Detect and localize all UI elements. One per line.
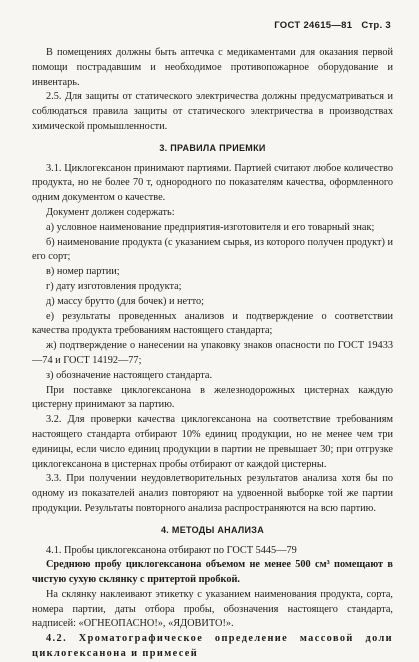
paragraph-3-2: 3.2. Для проверки качества циклогексанона на соответствие требованиям настоящего стандарта отбирают 10% единиц продукции, но не менее чем три единицы, если число единиц продукции в партии не превышает 30; при отгрузке циклогексанона в цистернах пробы отбирают от каждой цистерны. [32, 414, 393, 470]
page-header [268, 20, 391, 31]
list-item: б) наименование продукта (с указанием сырья, из которого получен продукт) и его сорт; [32, 236, 393, 263]
section-3-title: 3. ПРАВИЛА ПРИЕМКИ [159, 142, 266, 153]
list-item: а) условное наименование предприятия-изготовителя и его товарный знак; [46, 221, 375, 233]
gost-number: ГОСТ 24615—81 [274, 20, 353, 31]
list-item: в) номер партии; [46, 266, 120, 278]
list-item: з) обозначение настоящего стандарта. [46, 369, 213, 381]
paragraph-3-1: 3.1. Циклогексанон принимают партиями. Партией считают любое количество продукта, но не более 70 т, однородного по показателям качества, оформленного одним документом о качестве. [32, 162, 393, 204]
list-item: д) массу брутто (для бочек) и нетто; [46, 295, 205, 307]
paragraph-first-aid: В помещениях должны быть аптечка с медикаментами для оказания первой помощи пострадавшим и необходимое противопожарное оборудование и инвентарь. [32, 47, 393, 88]
paragraph-4-1: 4.1. Пробы циклогексанона отбирают по ГОСТ 5445—79 [46, 544, 297, 556]
paragraph-4-2: 4.2. Хроматографическое определение массовой доли циклогексанона и примесей [32, 633, 393, 660]
list-item: е) результаты проведенных анализов и подтверждение о соответствии качества продукта требованиям настоящего стандарта; [32, 310, 393, 337]
paragraph-3-3: 3.3. При получении неудовлетворительных результатов анализа хотя бы по одному из показателей анализ повторяют на удвоенной выборке той же партии продукции. Результаты повторного анализа распространяются на всю партию. [32, 473, 393, 514]
paragraph-label: На склянку наклеивают этикетку с указанием наименования продукта, сорта, номера партии, даты отбора пробы, обозначения настоящего стандарта, надписей: «ОГНЕОПАСНО!», «ЯДОВИТО!». [32, 588, 393, 630]
page-number: Стр. 3 [361, 20, 391, 31]
paragraph-tank-batch: При поставке циклогексанона в железнодорожных цистернах каждую цистерну принимают за партию. [32, 384, 393, 411]
document-contents-list [32, 221, 393, 384]
paragraph-sample: Среднюю пробу циклогексанона объемом не менее 500 см³ помещают в чистую сухую склянку с притертой пробкой. [32, 559, 393, 586]
list-item: ж) подтверждение о нанесении на упаковку знаков опасности по ГОСТ 19433—74 и ГОСТ 14192—77; [32, 340, 393, 366]
paragraph-2-5: 2.5. Для защиты от статического электричества должны предусматриваться и соблюдаться правила защиты от статического электричества в производствах химической промышленности. [32, 91, 393, 132]
paragraph-document-contents: Документ должен содержать: [46, 206, 175, 218]
document-body [32, 46, 393, 662]
section-4-title: 4. МЕТОДЫ АНАЛИЗА [160, 524, 264, 535]
list-item: г) дату изготовления продукта; [46, 280, 182, 292]
